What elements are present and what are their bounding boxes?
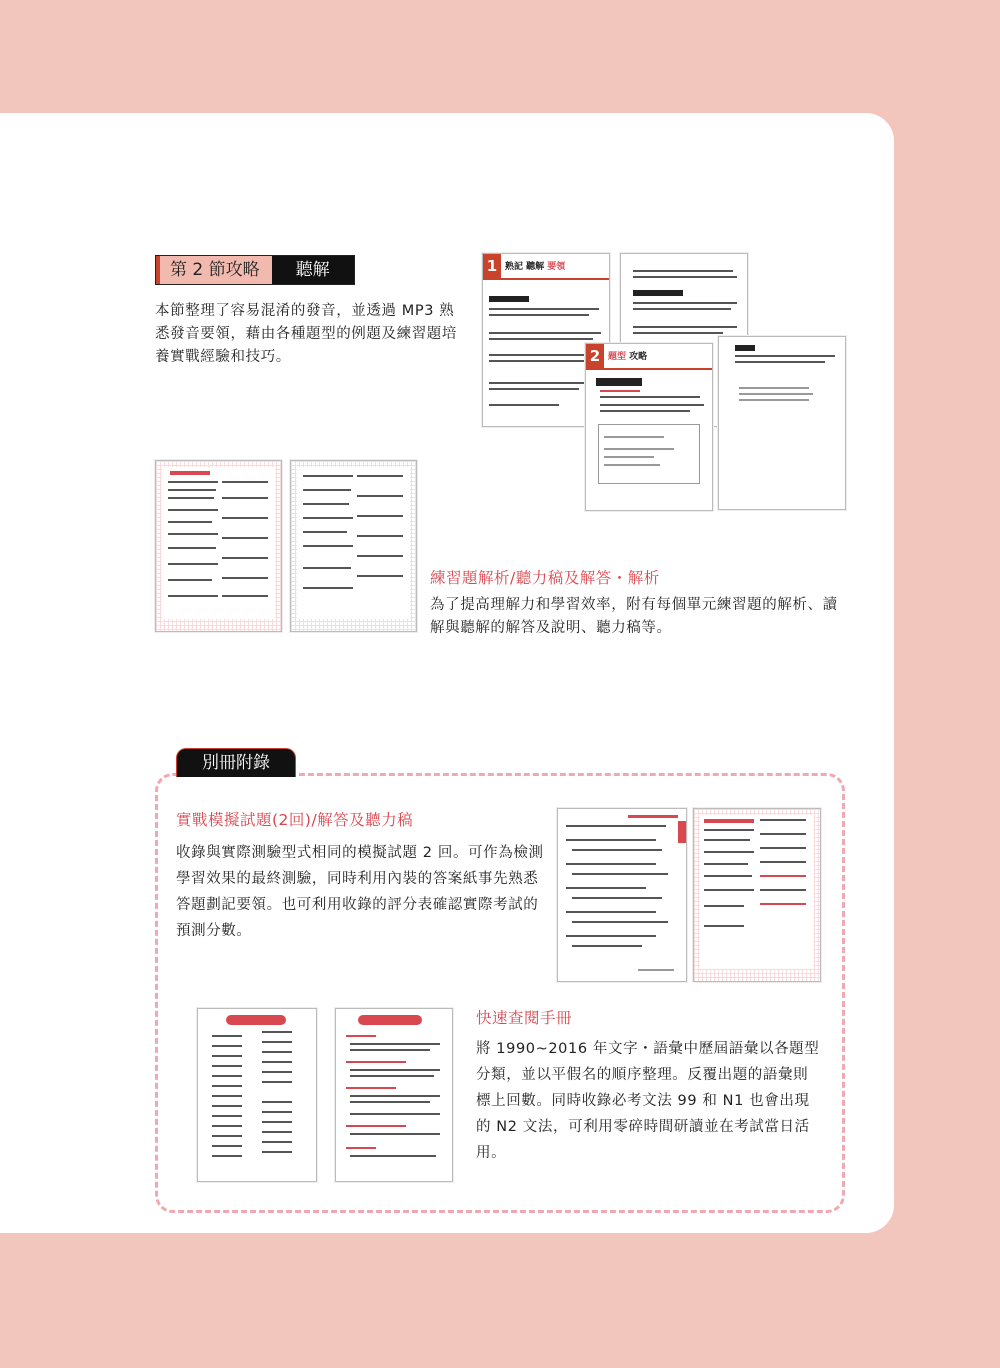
handbook-description: 將 1990~2016 年文字・語彙中歷屆語彙以各題型分類，並以平假名的順序整理。反覆出題的語彙則標上回數。同時收錄必考文法 99 和 N1 也會出現的 N2 文法，可利用零碎時間研讀並在考試當日活用。 (476, 1041, 820, 1161)
section-description: 本節整理了容易混淆的發音，並透過 MP3 熟悉發音要領，藉由各種題型的例題及練習題培養實戰經驗和技巧。 (155, 303, 457, 365)
thumb-header (483, 254, 609, 280)
thumb-number-2: 2 (586, 344, 604, 368)
thumb-number: 1 (483, 254, 501, 278)
practice-description: 為了提高理解力和學習效率，附有每個單元練習題的解析、讀解與聽解的解答及說明、聽力稿等。 (430, 597, 838, 636)
section-tag (155, 255, 355, 285)
handbook-page-thumb-2 (335, 1008, 453, 1182)
section-tag-label: 第 2 節攻略 (156, 256, 272, 284)
appendix-tag: 別冊附錄 (176, 748, 296, 777)
mock-exam-title: 實戰模擬試題(2回)/解答及聽力稿 (176, 811, 414, 829)
practice-page-thumb-1 (155, 460, 282, 632)
section-tag-topic: 聽解 (272, 256, 354, 284)
thumb-header-2 (586, 344, 712, 370)
mock-exam-page-thumb-1 (557, 808, 687, 982)
mock-exam-description: 收錄與實際測驗型式相同的模擬試題 2 回。可作為檢測學習效果的最終測驗，同時利用內裝的答案紙事先熟悉答題劃記要領。也可利用收錄的評分表確認實際考試的預測分數。 (176, 845, 544, 939)
listening-page-thumb-4 (718, 336, 846, 510)
thumb-title: 熟記 聽解 要領 (505, 262, 566, 272)
thumb-title-2: 題型 攻略 (608, 352, 648, 362)
listening-page-thumb-3 (585, 343, 713, 511)
handbook-title: 快速查閱手冊 (476, 1009, 573, 1027)
handbook-page-thumb-1 (197, 1008, 317, 1182)
mock-exam-page-thumb-2 (693, 808, 821, 982)
practice-title: 練習題解析/聽力稿及解答・解析 (430, 569, 660, 587)
practice-page-thumb-2 (290, 460, 417, 632)
